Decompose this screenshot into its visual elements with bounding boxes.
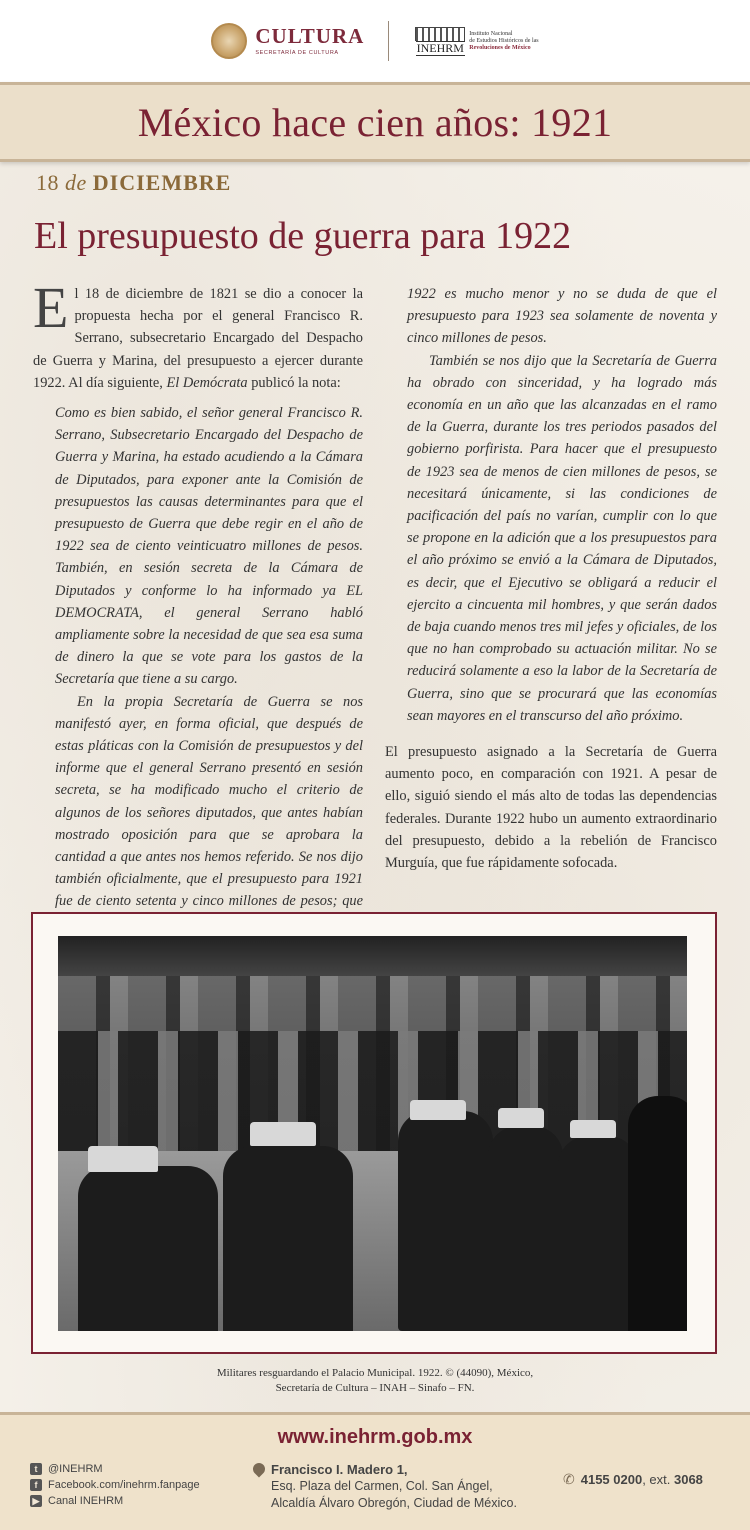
publication-name: El Demócrata: [166, 374, 248, 391]
dropcap: E: [33, 275, 69, 340]
youtube-link[interactable]: [30, 1493, 200, 1509]
closing-paragraph: El presupuesto asignado a la Secretaría de Guerra aumento poco, en comparación con 1921. A pesar de ello, siguió siendo el más alto de todas las dependencias federales. Durante 1922 hubo un aumento extraordinario del presupuesto, debido a la rebelión de Francisco Murguía, que fue rápidamente sofocada.: [385, 744, 717, 872]
header: [0, 0, 750, 82]
facebook-url: Facebook.com/inehrm.fanpage: [48, 1479, 200, 1491]
facebook-icon: f: [30, 1479, 42, 1491]
twitter-icon: t: [30, 1463, 42, 1475]
soldier-cap: [250, 1122, 316, 1146]
quote-block-continued: [385, 283, 717, 727]
caption-line-2: Secretaría de Cultura – INAH – Sinafo – FN.: [275, 1382, 475, 1394]
photo-caption: [0, 1366, 750, 1396]
inehrm-line3: Revoluciones de México: [469, 44, 531, 51]
cultura-sub: SECRETARÍA DE CULTURA: [255, 50, 339, 56]
cultura-logo[interactable]: [211, 23, 364, 59]
title-banner: [0, 82, 750, 162]
phone-ext-label: , ext.: [642, 1472, 674, 1487]
cultura-word: CULTURA: [255, 24, 365, 48]
header-divider: [388, 21, 389, 61]
address-line-2: Esq. Plaza del Carmen, Col. San Ángel,: [271, 1479, 493, 1493]
website-link[interactable]: www.inehrm.gob.mx: [277, 1426, 473, 1448]
phone-icon: ✆: [563, 1471, 575, 1487]
soldier-figure: [398, 1111, 493, 1331]
date-day: 18: [36, 170, 59, 195]
social-links: [30, 1461, 200, 1509]
intro-text-a: l 18 de diciembre de 1821 se dio a conocer la propuesta hecha por el general Francisco R. Serrano, subsecretario Encargado del Despacho de Guerra y Marina, del presupuesto a ejercer durante 1922. Al día siguiente,: [33, 286, 363, 391]
caption-line-1: Militares resguardando el Palacio Municipal. 1922. © (44090), México,: [216, 1367, 534, 1379]
soldier-figure: [223, 1146, 353, 1331]
address-line-3: Alcaldía Álvaro Obregón, Ciudad de México.: [271, 1496, 517, 1510]
soldier-figure: [78, 1166, 218, 1331]
youtube-icon: ▶: [30, 1495, 42, 1507]
twitter-handle: @INEHRM: [48, 1463, 103, 1475]
inehrm-line2: de Estudios Históricos de las: [469, 37, 539, 44]
soldier-cap: [410, 1100, 466, 1120]
quote-paragraph-2: En la propia Secretaría de Guerra se nos manifestó ayer, en forma oficial, que después de estas pláticas con la Comisión de presupuestos y del informe que el general Serrano presentó en sesión secreta, se ha modificado mucho el criterio de algunos de los señores diputados, que antes habían mostrado oposición para que se aprobara la cantidad a que antes nos hemos referido. Se nos dijo también oficialmente, que el presupuesto para 1921 fue de ciento setenta y cinco millones de pesos; que: [55, 693, 363, 910]
inehrm-word: INEHRM: [416, 40, 464, 55]
soldier-cap: [498, 1108, 544, 1128]
quote-paragraph-1: Como es bien sabido, el señor general Francisco R. Serrano, Subsecretario Encargado del Despacho de Guerra y Marina, ha estado acudiendo a la Cámara de Diputados, para exponer ante la Comisión de presupuestos las causas determinantes para que el presupuesto de Guerra que debe regir en el año de 1922 sea de ciento veinticuatro millones de pesos. También, en sesión secreta de la Cámara de Diputados y conforme lo ha informado ya EL DEMOCRATA, el general Serrano habló ampliamente sobre la necesidad de que sea esa suma de dinero la que se vote para los gastos de la Secretaría que tiene a su cargo.: [55, 405, 363, 688]
twitter-link[interactable]: [30, 1461, 200, 1477]
banner-title: México hace cien años: 1921: [137, 99, 613, 145]
phone-ext: 3068: [673, 1472, 703, 1487]
inehrm-line1: Instituto Nacional: [469, 30, 513, 37]
facebook-link[interactable]: [30, 1477, 200, 1493]
phone[interactable]: [563, 1471, 703, 1488]
inehrm-logo[interactable]: [415, 27, 538, 56]
soldier-cap: [88, 1146, 158, 1172]
article-column-right: [385, 283, 717, 874]
soldier-figure: [558, 1136, 638, 1331]
quote-block: [33, 402, 363, 935]
soldier-cap: [570, 1120, 616, 1138]
intro-text-b: publicó la nota:: [247, 374, 341, 391]
map-pin-icon: [253, 1463, 265, 1479]
phone-number: 4155 0200: [580, 1472, 643, 1487]
soldier-figure: [488, 1126, 563, 1331]
quote-paragraph-2-continued: 1922 es mucho menor y no se duda de que el presupuesto para 1923 sea solamente de noventa y cinco millones de pesos.: [407, 286, 717, 347]
date-line: [36, 170, 231, 196]
date-de: de: [65, 170, 87, 195]
seal-icon: [211, 23, 247, 59]
youtube-channel: Canal INEHRM: [48, 1495, 124, 1507]
address: [253, 1461, 517, 1512]
address-street: Francisco I. Madero 1,: [271, 1462, 408, 1477]
article-title: El presupuesto de guerra para 1922: [34, 215, 572, 257]
historical-photo[interactable]: [58, 936, 687, 1331]
intro-paragraph: [33, 275, 363, 394]
building-icon: [415, 27, 465, 41]
quote-paragraph-3: También se nos dijo que la Secretaría de Guerra ha obrado con sinceridad, y ha logrado más economía en un año que las alcanzadas en el ramo de la Guerra, durante los tres periodos pasados del gobierno porfirista. Para hacer que el presupuesto de 1923 sea de menos de cien millones de pesos, se necesitará únicamente, si las condiciones de pacificación del país no varían, cumplir con lo que se propone en la adición que a los presupuestos para el año próximo se envió a la Cámara de Diputados, es decir, que el Ejecutivo se obligará a reducir el ejercito a cincuenta mil hombres, y que serán dados de baja cuando menos tres mil jefes y oficiales, de los que no han comprobado su actuación militar. No se reducirá solamente a eso la labor de la Secretaría de Guerra, sino que se procurará que las economías sean mayores en el transcurso del año próximo.: [407, 352, 717, 724]
soldier-figure: [628, 1096, 687, 1331]
article-column-left: [33, 275, 363, 935]
date-month: DICIEMBRE: [92, 170, 232, 195]
